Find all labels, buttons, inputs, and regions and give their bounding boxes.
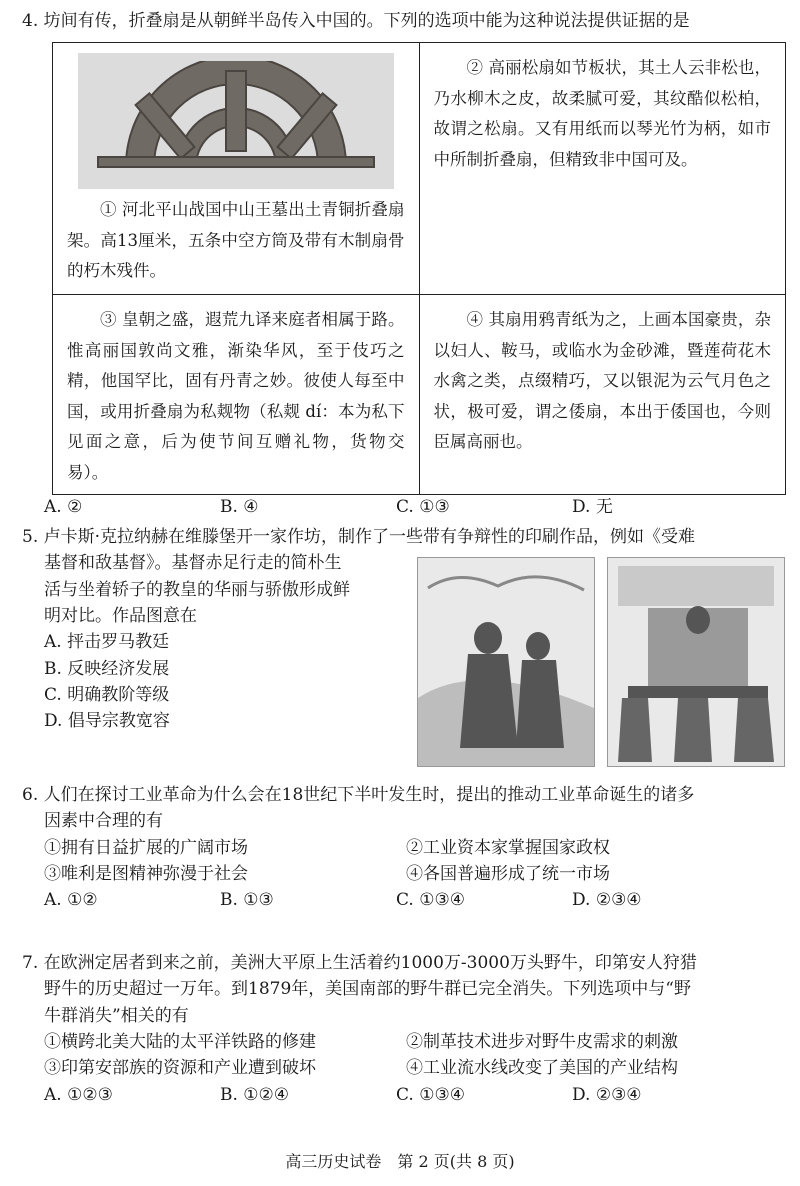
statement-1: ①拥有日益扩展的广阔市场 — [44, 837, 248, 858]
option-a[interactable]: A. 抨击罗马教廷 — [44, 632, 170, 653]
question-7 — [22, 950, 782, 1108]
option-c[interactable]: C. ①③ — [396, 497, 450, 517]
source-2-cell — [419, 43, 786, 295]
question-7-line-3: 牛群消失”相关的有 — [44, 1005, 189, 1026]
option-a[interactable]: A. ①②③ — [44, 1084, 113, 1105]
source-4-cell — [419, 295, 786, 495]
option-c[interactable]: C. ①③④ — [396, 1084, 465, 1105]
source-3-cell — [53, 295, 420, 495]
woodcut-pope-carried — [607, 557, 785, 767]
question-4-options — [22, 494, 782, 520]
woodcut-pope-icon — [608, 558, 784, 766]
statement-2: ②制革技术进步对野牛皮需求的刺激 — [406, 1032, 678, 1053]
option-c[interactable]: C. ①③④ — [396, 890, 465, 911]
option-d[interactable]: D. ②③④ — [572, 890, 642, 911]
source-3-text: ③ 皇朝之盛，遐荒九译来庭者相属于路。惟高丽国敦尚文雅，渐染华风，至于伎巧之精，他国罕比，固有丹青之妙。彼使人每至中国，或用折叠扇为私觌物（私觌 dí：本为私下见面之意，后为使节间互赠礼物，货物交易）。 — [67, 310, 405, 482]
question-7-line-1: 7. 在欧洲定居者到来之前，美洲大平原上生活着约1000万-3000万头野牛，印第安人狩猎 — [22, 953, 697, 973]
option-d[interactable]: D. 无 — [572, 497, 613, 517]
option-a[interactable]: A. ①② — [44, 890, 98, 911]
question-4-stem: 4. 坊间有传，折叠扇是从朝鲜半岛传入中国的。下列的选项中能为这种说法提供证据的是 — [22, 11, 690, 31]
option-b[interactable]: B. ①②④ — [220, 1084, 290, 1105]
question-7-line-2: 野牛的历史超过一万年。到1879年，美国南部的野牛群已完全消失。下列选项中与“野 — [44, 979, 691, 1000]
source-2-text: ② 高丽松扇如节板状，其土人云非松也，乃水柳木之皮，故柔腻可爱，其纹酷似松柏，故谓之松扇。又有用纸而以琴光竹为柄，如市中所制折叠扇，但精致非中国可及。 — [433, 58, 771, 169]
question-5-line-3: 活与坐着轿子的教皇的华丽与骄傲形成鲜 — [44, 579, 350, 600]
option-b[interactable]: B. ④ — [220, 497, 259, 517]
statement-1: ①横跨北美大陆的太平洋铁路的修建 — [44, 1032, 316, 1053]
option-a[interactable]: A. ② — [44, 497, 83, 517]
question-5-line-1: 5. 卢卡斯·克拉纳赫在维滕堡开一家作坊，制作了一些带有争辩性的印刷作品，例如《受难 — [22, 527, 696, 547]
option-b[interactable]: B. 反映经济发展 — [44, 658, 170, 679]
source-1-text: ① 河北平山战国中山王墓出土青铜折叠扇架。高13厘米，五条中空方筒及带有木制扇骨的朽木残件。 — [67, 200, 405, 281]
option-d[interactable]: D. 倡导宗教宽容 — [44, 711, 170, 732]
question-5-line-4: 明对比。作品图意在 — [44, 606, 197, 627]
sources-table — [52, 42, 786, 495]
question-6-line-1: 6. 人们在探讨工业革命为什么会在18世纪下半叶发生时，提出的推动工业革命诞生的诸多 — [22, 785, 695, 805]
woodcut-christ-icon — [418, 558, 594, 766]
statement-4: ④工业流水线改变了美国的产业结构 — [406, 1058, 678, 1079]
page-footer: 高三历史试卷 第 2 页(共 8 页) — [285, 1152, 515, 1171]
statement-2: ②工业资本家掌握国家政权 — [406, 837, 610, 858]
statement-4: ④各国普遍形成了统一市场 — [406, 864, 610, 885]
source-4-text: ④ 其扇用鸦青纸为之，上画本国豪贵，杂以妇人、鞍马，或临水为金砂滩，暨莲荷花木水禽之类，点缀精巧，又以银泥为云气月色之状，极可爱，谓之倭扇，本出于倭国也，今则臣属高丽也。 — [433, 310, 771, 452]
question-6 — [22, 782, 782, 914]
statement-3: ③印第安部族的资源和产业遭到破坏 — [44, 1058, 316, 1079]
option-c[interactable]: C. 明确教阶等级 — [44, 685, 170, 706]
bronze-fan-frame-photo — [78, 53, 394, 189]
statement-3: ③唯利是图精神弥漫于社会 — [44, 864, 248, 885]
fan-frame-icon — [86, 61, 386, 181]
option-b[interactable]: B. ①③ — [220, 890, 274, 911]
woodcut-images — [417, 557, 785, 765]
option-d[interactable]: D. ②③④ — [572, 1084, 642, 1105]
woodcut-christ-walking — [417, 557, 595, 767]
source-1-cell — [53, 43, 420, 295]
question-4 — [22, 8, 782, 34]
question-6-line-2: 因素中合理的有 — [44, 811, 163, 832]
question-5-line-2: 基督和敌基督》。基督赤足行走的简朴生 — [44, 553, 342, 574]
